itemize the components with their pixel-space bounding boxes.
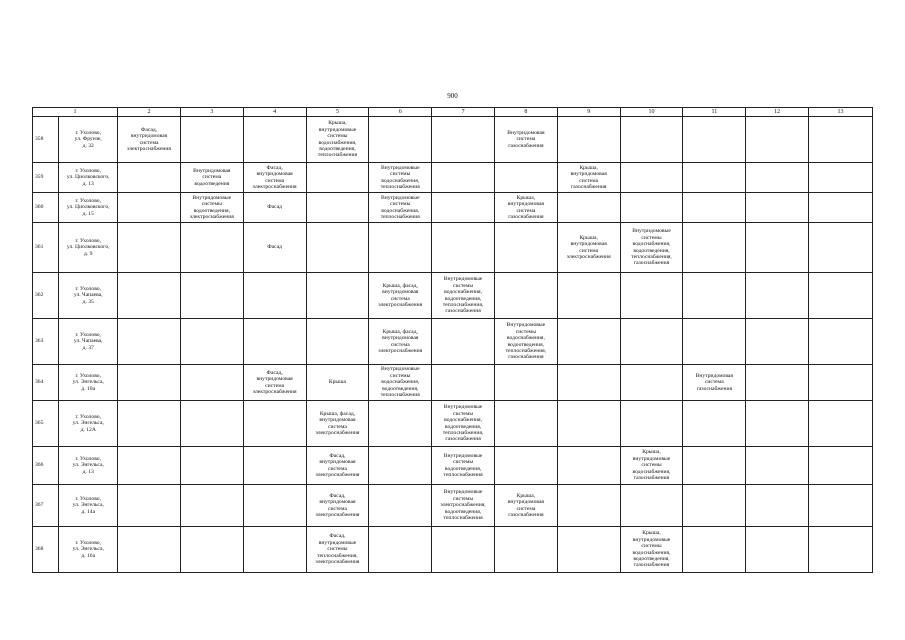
- work-cell-col-6: [369, 223, 432, 273]
- work-cell-col-9: [557, 485, 620, 527]
- work-cell-col-4: [243, 163, 306, 193]
- table-row: [33, 223, 873, 273]
- column-header-10: 10: [620, 108, 683, 117]
- column-header-8: 8: [494, 108, 557, 117]
- work-cell-col-3: [180, 163, 243, 193]
- work-cell-col-5: [306, 401, 369, 447]
- address-cell: [59, 527, 118, 573]
- work-cell-col-9: [557, 365, 620, 401]
- table-row: [33, 527, 873, 573]
- work-cell-col-10: [620, 193, 683, 223]
- work-cell-col-4: [243, 447, 306, 485]
- column-header-12: 12: [746, 108, 809, 117]
- work-cell-col-10: [620, 527, 683, 573]
- work-cell-col-12: [746, 447, 809, 485]
- work-cell-col-9: [557, 319, 620, 365]
- work-cell-col-2: [118, 163, 181, 193]
- address-text: г. Ухолово, ул. Энгельса, д. 14а: [72, 495, 104, 515]
- work-cell-col-3: [180, 527, 243, 573]
- repair-schedule-table: [32, 107, 873, 573]
- work-cell-col-13: [809, 485, 873, 527]
- work-cell-col-3: [180, 117, 243, 163]
- work-cell-col-12: [746, 223, 809, 273]
- table-row: [33, 273, 873, 319]
- work-cell-col-7: [432, 401, 495, 447]
- work-cell-col-13: [809, 163, 873, 193]
- work-cell-col-4: [243, 365, 306, 401]
- work-cell-col-12: [746, 193, 809, 223]
- work-cell-col-7: [432, 447, 495, 485]
- work-item-text: Внутридомовая система газоснабжения: [507, 129, 545, 149]
- column-header-11: 11: [683, 108, 746, 117]
- table-row: [33, 401, 873, 447]
- work-cell-col-10: [620, 401, 683, 447]
- work-cell-col-7: [432, 193, 495, 223]
- work-item-text: Крыша, внутридомовая система электроснабжения: [566, 234, 611, 260]
- address-cell: [59, 223, 118, 273]
- table-row: [33, 163, 873, 193]
- work-item-text: Фасад, внутридомовая система электроснабжения: [315, 452, 360, 478]
- work-item-text: Фасад, внутридомовая система электроснабжения: [315, 492, 360, 518]
- work-item-text: Внутридомовая система газоснабжения: [695, 372, 733, 392]
- work-item-text: Фасад: [267, 244, 283, 251]
- work-cell-col-13: [809, 401, 873, 447]
- work-cell-col-6: [369, 447, 432, 485]
- address-cell: [59, 447, 118, 485]
- work-cell-col-11: [683, 485, 746, 527]
- work-cell-col-10: [620, 447, 683, 485]
- row-number: 362: [33, 273, 59, 319]
- work-cell-col-8: [494, 447, 557, 485]
- work-cell-col-8: [494, 223, 557, 273]
- work-cell-col-11: [683, 527, 746, 573]
- work-item-text: Крыша, внутридомовые системы водоснабжения, газоснабжения: [632, 449, 671, 482]
- row-number: 367: [33, 485, 59, 527]
- column-header-2: 2: [118, 108, 181, 117]
- address-text: г. Ухолово, ул. Циолковского, д. 13: [66, 167, 110, 187]
- work-cell-col-4: [243, 193, 306, 223]
- work-cell-col-10: [620, 273, 683, 319]
- work-cell-col-10: [620, 117, 683, 163]
- address-cell: [59, 163, 118, 193]
- work-item-text: Фасад, внутридомовая система электроснабжения: [252, 164, 297, 190]
- work-item-text: Внутридомовые системы электроснабжения, водоотведения, теплоснабжения: [440, 489, 486, 522]
- work-cell-col-10: [620, 319, 683, 365]
- work-cell-col-6: [369, 117, 432, 163]
- work-cell-col-5: [306, 163, 369, 193]
- work-cell-col-8: [494, 485, 557, 527]
- work-cell-col-7: [432, 365, 495, 401]
- work-cell-col-12: [746, 527, 809, 573]
- work-item-text: Фасад, внутридомовая система электроснабжения: [252, 369, 297, 395]
- work-cell-col-4: [243, 223, 306, 273]
- work-item-text: Крыша, фасад, внутридомовая система электроснабжения: [315, 410, 360, 436]
- work-cell-col-6: [369, 193, 432, 223]
- work-cell-col-5: [306, 117, 369, 163]
- work-item-text: Внутридомовые системы водоснабжения, водоотведения, теплоснабжения, газоснабжения: [442, 404, 484, 443]
- row-number: 358: [33, 117, 59, 163]
- work-cell-col-7: [432, 485, 495, 527]
- work-cell-col-6: [369, 319, 432, 365]
- work-cell-col-11: [683, 365, 746, 401]
- work-cell-col-4: [243, 401, 306, 447]
- work-cell-col-6: [369, 163, 432, 193]
- work-cell-col-8: [494, 319, 557, 365]
- work-cell-col-2: [118, 447, 181, 485]
- address-cell: [59, 193, 118, 223]
- work-cell-col-11: [683, 193, 746, 223]
- work-item-text: Внутридомовые системы водоснабжения, водоотведения, теплоснабжения, газоснабжения: [631, 228, 672, 267]
- work-cell-col-8: [494, 193, 557, 223]
- column-header-5: 5: [306, 108, 369, 117]
- work-item-text: Фасад, внутридомовые системы теплоснабжения, электроснабжения: [315, 533, 360, 566]
- column-header-1: 1: [33, 108, 118, 117]
- work-cell-col-10: [620, 365, 683, 401]
- work-cell-col-3: [180, 401, 243, 447]
- address-text: г. Ухолово, ул. Энгельса, д. 12А: [72, 413, 104, 433]
- work-cell-col-9: [557, 193, 620, 223]
- work-cell-col-10: [620, 223, 683, 273]
- work-cell-col-6: [369, 527, 432, 573]
- work-cell-col-10: [620, 163, 683, 193]
- work-cell-col-5: [306, 193, 369, 223]
- work-cell-col-5: [306, 365, 369, 401]
- work-cell-col-11: [683, 273, 746, 319]
- work-item-text: Крыша, внутридомовая система газоснабжения: [507, 492, 544, 518]
- table-row: [33, 117, 873, 163]
- work-cell-col-3: [180, 365, 243, 401]
- work-cell-col-2: [118, 319, 181, 365]
- address-text: г. Ухолово, ул. Циолковского, д. 15: [66, 197, 110, 217]
- work-cell-col-8: [494, 401, 557, 447]
- work-cell-col-2: [118, 527, 181, 573]
- address-cell: [59, 365, 118, 401]
- work-item-text: Крыша, фасад, внутридомовая система электроснабжения: [378, 328, 423, 354]
- work-cell-col-4: [243, 527, 306, 573]
- work-cell-col-7: [432, 273, 495, 319]
- work-cell-col-13: [809, 447, 873, 485]
- work-cell-col-12: [746, 365, 809, 401]
- row-number: 360: [33, 193, 59, 223]
- work-item-text: Фасад: [267, 204, 283, 211]
- address-cell: [59, 273, 118, 319]
- work-cell-col-7: [432, 319, 495, 365]
- work-cell-col-11: [683, 447, 746, 485]
- work-cell-col-5: [306, 485, 369, 527]
- row-number: 364: [33, 365, 59, 401]
- address-text: г. Ухолово, ул. Циолковского, д. 9: [66, 237, 110, 257]
- work-cell-col-13: [809, 273, 873, 319]
- work-cell-col-3: [180, 273, 243, 319]
- row-number: 363: [33, 319, 59, 365]
- work-cell-col-2: [118, 401, 181, 447]
- column-header-7: 7: [432, 108, 495, 117]
- work-cell-col-10: [620, 485, 683, 527]
- row-number: 366: [33, 447, 59, 485]
- work-item-text: Внутридомовая система водоотведения: [193, 167, 231, 187]
- work-cell-col-13: [809, 117, 873, 163]
- work-item-text: Внутридомовые системы водоснабжения, водоотведения, теплоснабжения, газоснабжения: [505, 322, 547, 361]
- work-cell-col-8: [494, 163, 557, 193]
- work-cell-col-6: [369, 365, 432, 401]
- work-cell-col-13: [809, 223, 873, 273]
- address-text: г. Ухолово, ул. Фрунзе, д. 32: [74, 129, 102, 149]
- address-text: г. Ухолово, ул. Энгельса, д. 16а: [72, 539, 104, 559]
- work-item-text: Фасад, внутридомовая система электроснабжения: [127, 126, 171, 152]
- work-cell-col-9: [557, 273, 620, 319]
- work-cell-col-2: [118, 193, 181, 223]
- column-header-3: 3: [180, 108, 243, 117]
- work-cell-col-8: [494, 273, 557, 319]
- work-cell-col-11: [683, 319, 746, 365]
- work-cell-col-2: [118, 485, 181, 527]
- work-cell-col-3: [180, 223, 243, 273]
- work-cell-col-3: [180, 447, 243, 485]
- address-cell: [59, 117, 118, 163]
- work-cell-col-12: [746, 401, 809, 447]
- work-cell-col-9: [557, 117, 620, 163]
- work-cell-col-13: [809, 527, 873, 573]
- work-cell-col-9: [557, 447, 620, 485]
- work-cell-col-2: [118, 117, 181, 163]
- work-cell-col-4: [243, 485, 306, 527]
- work-cell-col-9: [557, 527, 620, 573]
- table-row: [33, 485, 873, 527]
- work-item-text: Внутридомовые системы водоснабжения, теплоснабжения: [380, 194, 420, 220]
- page-number: 900: [447, 92, 458, 100]
- address-text: г. Ухолово, ул. Энгельса, д. 10а: [72, 372, 104, 392]
- work-item-text: Крыша, внутридомовая система газоснабжения: [507, 194, 544, 220]
- work-cell-col-4: [243, 117, 306, 163]
- column-header-13: 13: [809, 108, 873, 117]
- address-cell: [59, 401, 118, 447]
- work-cell-col-12: [746, 273, 809, 319]
- work-cell-col-13: [809, 365, 873, 401]
- work-item-text: Крыша: [328, 379, 346, 386]
- address-cell: [59, 319, 118, 365]
- work-cell-col-6: [369, 401, 432, 447]
- work-cell-col-11: [683, 163, 746, 193]
- work-cell-col-5: [306, 447, 369, 485]
- work-cell-col-13: [809, 319, 873, 365]
- column-header-6: 6: [369, 108, 432, 117]
- work-cell-col-12: [746, 319, 809, 365]
- table-body: [33, 117, 873, 573]
- work-cell-col-6: [369, 273, 432, 319]
- work-cell-col-4: [243, 273, 306, 319]
- work-item-text: Внутридомовые системы водоотведения, электроснабжения: [189, 194, 234, 220]
- work-cell-col-7: [432, 527, 495, 573]
- work-cell-col-5: [306, 223, 369, 273]
- work-cell-col-11: [683, 117, 746, 163]
- work-item-text: Внутридомовые системы водоснабжения, водоотведения, теплоснабжения: [380, 366, 420, 399]
- work-cell-col-12: [746, 117, 809, 163]
- work-cell-col-2: [118, 273, 181, 319]
- address-text: г. Ухолово, ул. Энгельса, д. 13: [72, 455, 104, 475]
- table-row: [33, 193, 873, 223]
- row-number: 368: [33, 527, 59, 573]
- address-text: г. Ухолово, ул. Чапаева, д. 37: [73, 331, 103, 351]
- row-number: 365: [33, 401, 59, 447]
- work-cell-col-7: [432, 223, 495, 273]
- work-item-text: Внутридомовые системы водоотведения, теплоснабжения: [443, 452, 483, 478]
- work-item-text: Внутридомовые системы водоснабжения, водоотведения, теплоснабжения, газоснабжения: [442, 276, 484, 315]
- address-text: г. Ухолово, ул. Чапаева, д. 35: [73, 285, 103, 305]
- work-cell-col-4: [243, 319, 306, 365]
- table-row: [33, 447, 873, 485]
- row-number: 361: [33, 223, 59, 273]
- work-item-text: Внутридомовые системы водоснабжения, теплоснабжения: [380, 164, 420, 190]
- work-cell-col-9: [557, 163, 620, 193]
- work-item-text: Крыша, фасад, внутридомовая система электроснабжения: [378, 282, 423, 308]
- work-cell-col-8: [494, 365, 557, 401]
- work-cell-col-7: [432, 163, 495, 193]
- work-cell-col-6: [369, 485, 432, 527]
- work-cell-col-5: [306, 273, 369, 319]
- column-header-4: 4: [243, 108, 306, 117]
- header-row: [33, 108, 873, 117]
- work-cell-col-3: [180, 319, 243, 365]
- column-header-9: 9: [557, 108, 620, 117]
- work-cell-col-12: [746, 485, 809, 527]
- work-cell-col-8: [494, 527, 557, 573]
- work-cell-col-9: [557, 401, 620, 447]
- work-cell-col-5: [306, 319, 369, 365]
- work-cell-col-13: [809, 193, 873, 223]
- work-cell-col-2: [118, 365, 181, 401]
- work-cell-col-3: [180, 193, 243, 223]
- table-row: [33, 319, 873, 365]
- work-item-text: Крыша, внутридомовая система газоснабжения: [570, 164, 607, 190]
- work-cell-col-12: [746, 163, 809, 193]
- table-row: [33, 365, 873, 401]
- work-cell-col-3: [180, 485, 243, 527]
- work-item-text: Крыша, внутридомовые системы водоснабжения, водоотведения, теплоснабжения: [317, 120, 358, 159]
- work-cell-col-9: [557, 223, 620, 273]
- work-cell-col-8: [494, 117, 557, 163]
- work-cell-col-11: [683, 223, 746, 273]
- work-cell-col-7: [432, 117, 495, 163]
- work-cell-col-5: [306, 527, 369, 573]
- work-item-text: Крыша, внутридомовые системы водоснабжения, водоотведения, газоснабжения: [632, 530, 671, 569]
- work-cell-col-2: [118, 223, 181, 273]
- row-number: 359: [33, 163, 59, 193]
- work-cell-col-11: [683, 401, 746, 447]
- address-cell: [59, 485, 118, 527]
